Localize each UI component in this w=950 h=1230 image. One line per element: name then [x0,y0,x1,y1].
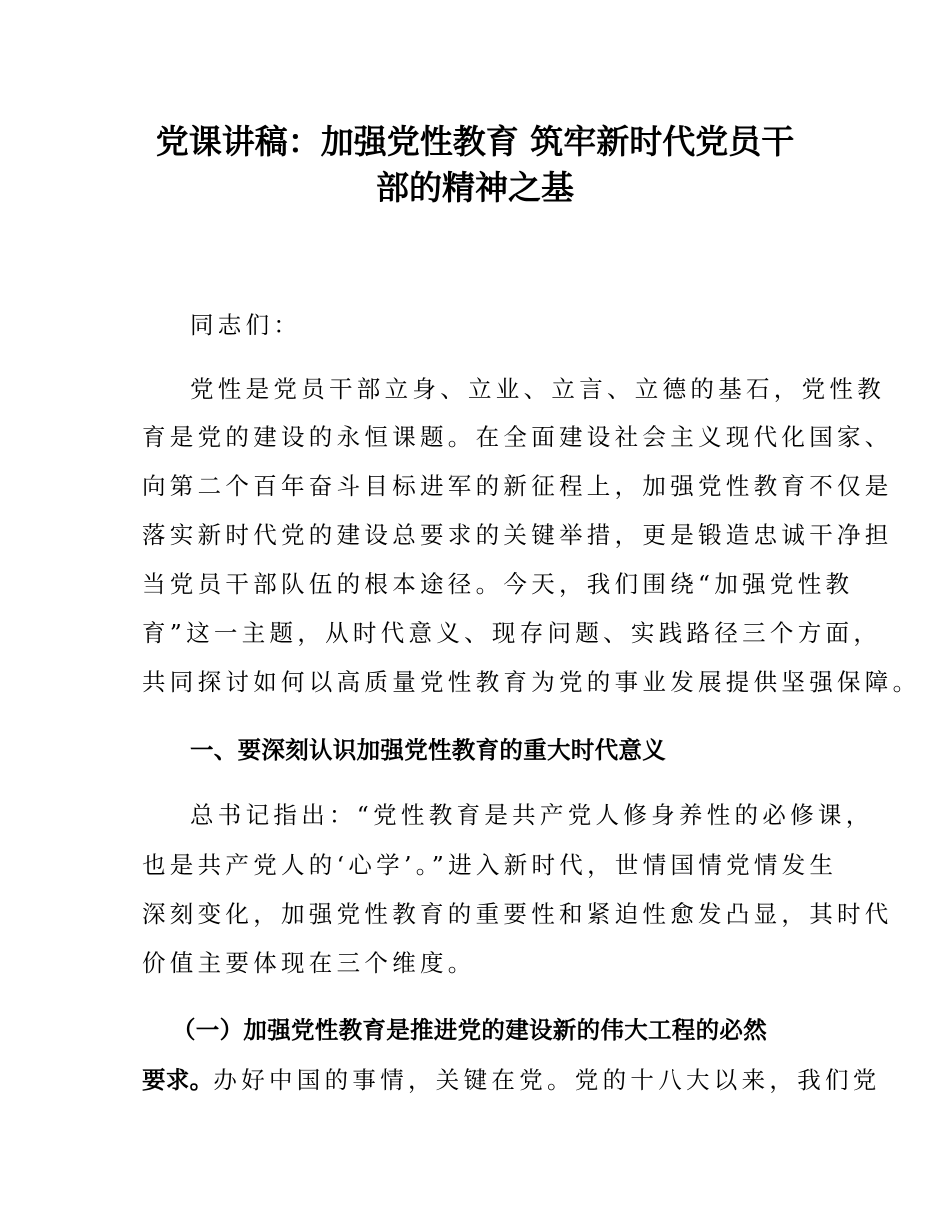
document-title-line-1: 党课讲稿：加强党性教育 筑牢新时代党员干 [155,122,795,161]
salutation: 同志们： [190,311,302,339]
intro-paragraph-line: 育是党的建设的永恒课题。在全面建设社会主义现代化国家、 [142,423,893,451]
subsection1-paragraph-line [142,1065,881,1095]
subsection1-text: 办好中国的事情，关键在党。党的十八大以来，我们党 [213,1066,881,1094]
intro-paragraph-line: 党性是党员干部立身、立业、立言、立德的基石，党性教 [190,375,885,403]
section1-paragraph-line: 总书记指出：“党性教育是共产党人修身养性的必修课， [190,801,874,829]
intro-paragraph-line: 共同探讨如何以高质量党性教育为党的事业发展提供坚强保障。 [142,668,921,696]
section1-paragraph-line: 深刻变化，加强党性教育的重要性和紧迫性愈发凸显，其时代 [142,900,893,928]
subsection-heading-1-continuation: 要求。 [142,1066,214,1094]
intro-paragraph-line: 育”这一主题，从时代意义、现存问题、实践路径三个方面， [142,619,882,647]
intro-paragraph-line: 落实新时代党的建设总要求的关键举措，更是锻造忠诚干净担 [142,521,893,549]
section-heading-1: 一、要深刻认识加强党性教育的重大时代意义 [190,736,666,764]
intro-paragraph-line: 当党员干部队伍的根本途径。今天，我们围绕“加强党性教 [142,570,854,598]
document-title-line-2: 部的精神之基 [376,168,574,207]
subsection-heading-1: （一）加强党性教育是推进党的建设新的伟大工程的必然 [172,1016,767,1044]
intro-paragraph-line: 向第二个百年奋斗目标进军的新征程上，加强党性教育不仅是 [142,472,893,500]
section1-paragraph-line: 也是共产党人的‘心学’。”进入新时代，世情国情党情发生 [142,851,838,879]
section1-paragraph-line: 价值主要体现在三个维度。 [142,949,476,977]
